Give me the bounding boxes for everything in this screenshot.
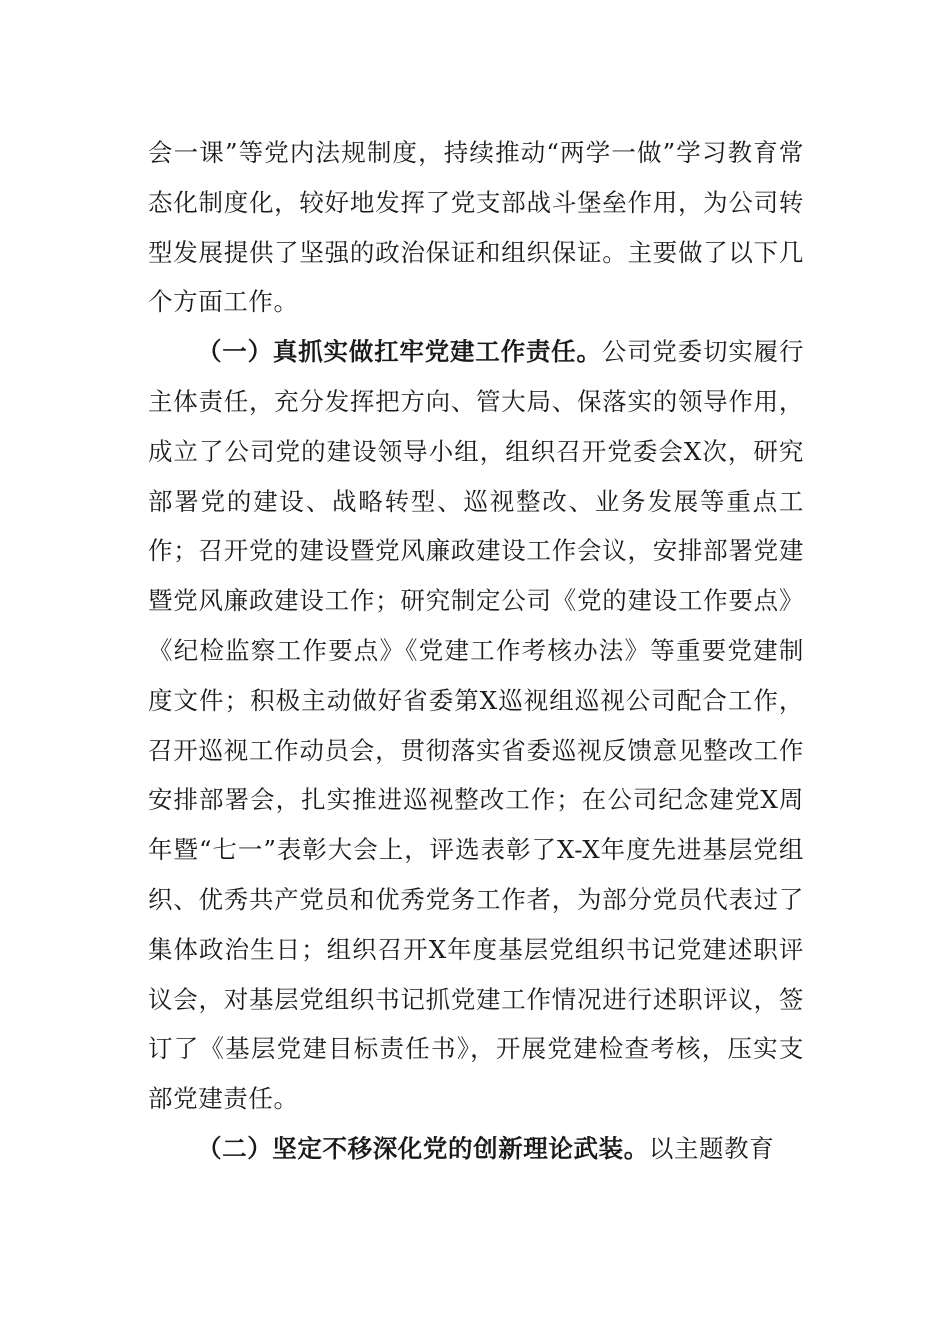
section-1-body: 公司党委切实履行主体责任，充分发挥把方向、管大局、保落实的领导作用，成立了公司党的建设领导小组，组织召开党委会X次，研究部署党的建设、战略转型、巡视整改、业务发展等重点工作；召开党的建设暨党风廉政建设工作会议，安排部署党建暨党风廉政建设工作；研究制定公司《党的建设工作要点》《纪检监察工作要点》《党建工作考核办法》等重要党建制度文件；积极主动做好省委第X巡视组巡视公司配合工作，召开巡视工作动员会，贯彻落实省委巡视反馈意见整改工作安排部署会，扎实推进巡视整改工作；在公司纪念建党X周年暨“七一”表彰大会上，评选表彰了X-X年度先进基层党组织、优秀共产党员和优秀党务工作者，为部分党员代表过了集体政治生日；组织召开X年度基层党组织书记党建述职评议会，对基层党组织书记抓党建工作情况进行述职评议，签订了《基层党建目标责任书》，开展党建检查考核，压实支部党建责任。 bbox=[148, 337, 804, 1114]
paragraph-intro-continuation bbox=[148, 128, 804, 327]
section-1-heading: （一）真抓实做扛牢党建工作责任。 bbox=[197, 337, 602, 367]
paragraph-section-2 bbox=[148, 1124, 804, 1174]
paragraph-section-1 bbox=[148, 327, 804, 1124]
section-2-body: 以主题教育 bbox=[648, 1133, 775, 1163]
paragraph-body: 会一课”等党内法规制度，持续推动“两学一做”学习教育常态化制度化，较好地发挥了党支部战斗堡垒作用，为公司转型发展提供了坚强的政治保证和组织保证。主要做了以下几个方面工作。 bbox=[148, 138, 804, 317]
document-page bbox=[148, 128, 804, 1174]
section-2-heading: （二）坚定不移深化党的创新理论武装。 bbox=[197, 1133, 649, 1163]
